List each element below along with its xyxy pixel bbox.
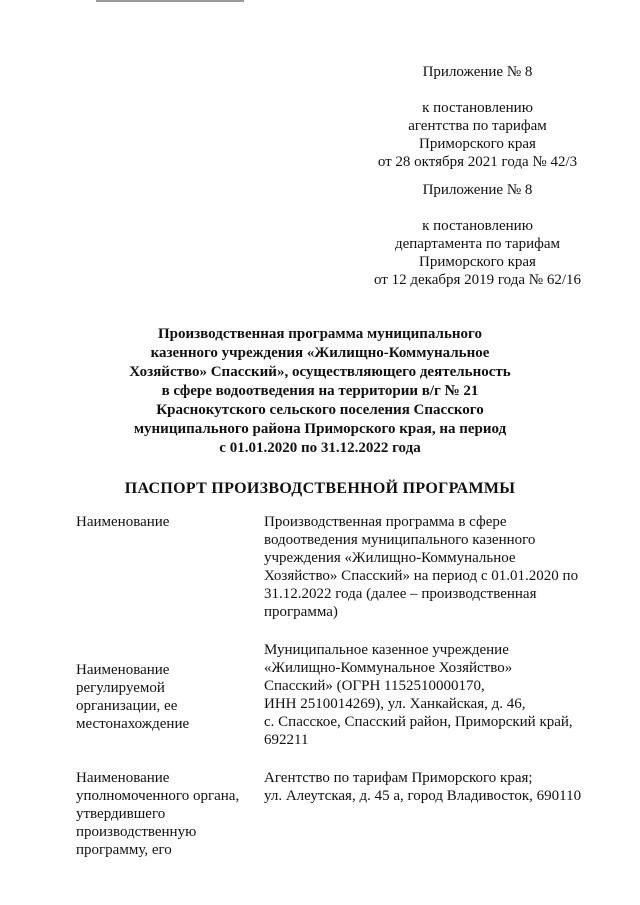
label-line: утвердившего: [76, 806, 166, 822]
label-line: местонахождение: [76, 716, 190, 732]
passport-value: [264, 769, 600, 859]
value-line: Агентство по тарифам Приморского края;: [264, 770, 533, 786]
passport-table: [76, 513, 606, 879]
scan-edge-line: [96, 0, 244, 2]
value-line: учреждения «Жилищно-Коммунальное: [264, 550, 516, 566]
passport-value: [264, 641, 600, 749]
appendix-line: к постановлению: [422, 218, 533, 234]
appendix-line: департамента по тарифам: [394, 236, 561, 252]
passport-label: [76, 513, 264, 621]
passport-value: [264, 513, 600, 621]
program-title-line: муниципального района Приморского края, на период: [133, 421, 507, 437]
appendix-line: Приморского края: [419, 254, 536, 270]
appendix-line: агентства по тарифам: [408, 118, 547, 134]
program-title-line: казенного учреждения «Жилищно-Коммунальное: [150, 345, 490, 361]
label-line: Наименование: [76, 662, 170, 678]
passport-row-authorized-body: [76, 769, 606, 859]
value-line: водоотведения муниципального казенного: [264, 532, 536, 548]
label-line: регулируемой: [76, 680, 165, 696]
passport-label: [76, 769, 264, 859]
value-line: Хозяйство» Спасский» на период с 01.01.2020 по: [264, 568, 579, 584]
label-line: программу, его: [76, 842, 172, 858]
value-line: программа): [264, 604, 338, 620]
passport-row-program-name: [76, 513, 606, 621]
program-title-line: с 01.01.2020 по 31.12.2022 года: [219, 440, 421, 456]
program-title-line: Производственная программа муниципального: [158, 326, 482, 342]
value-line: Спасский» (ОГРН 1152510000170,: [264, 678, 485, 694]
appendix-header-department: [365, 181, 590, 289]
program-title-line: Хозяйство» Спасский», осуществляющего деятельность: [129, 364, 511, 380]
appendix-line: от 28 октября 2021 года № 42/3: [377, 154, 578, 170]
appendix-line: Приморского края: [419, 136, 536, 152]
passport-row-regulated-org: [76, 641, 606, 749]
passport-label: [76, 641, 264, 749]
value-line: Муниципальное казенное учреждение: [264, 642, 509, 658]
appendix-header-agency: [365, 63, 590, 171]
program-title-line: в сфере водоотведения на территории в/г № 21: [161, 383, 479, 399]
program-title: [100, 325, 540, 458]
value-line: Производственная программа в сфере: [264, 514, 507, 530]
label-line: производственную: [76, 824, 197, 840]
appendix-line: к постановлению: [422, 100, 533, 116]
appendix-line: от 12 декабря 2019 года № 62/16: [373, 272, 581, 288]
label-line: Наименование: [76, 514, 170, 530]
label-line: организации, ее: [76, 698, 178, 714]
appendix-title: Приложение № 8: [422, 64, 533, 80]
value-line: 31.12.2022 года (далее – производственная: [264, 586, 537, 602]
value-line: «Жилищно-Коммунальное Хозяйство»: [264, 660, 513, 676]
appendix-title: Приложение № 8: [422, 182, 533, 198]
value-line: с. Спасское, Спасский район, Приморский край,: [264, 714, 573, 730]
label-line: уполномоченного органа,: [76, 788, 240, 804]
value-line: ИНН 2510014269), ул. Ханкайская, д. 46,: [264, 696, 526, 712]
value-line: 692211: [264, 732, 309, 748]
passport-heading: ПАСПОРТ ПРОИЗВОДСТВЕННОЙ ПРОГРАММЫ: [124, 480, 516, 497]
value-line: ул. Алеутская, д. 45 а, город Владивосток, 690110: [264, 788, 582, 804]
program-title-line: Краснокутского сельского поселения Спасского: [156, 402, 484, 418]
label-line: Наименование: [76, 770, 170, 786]
